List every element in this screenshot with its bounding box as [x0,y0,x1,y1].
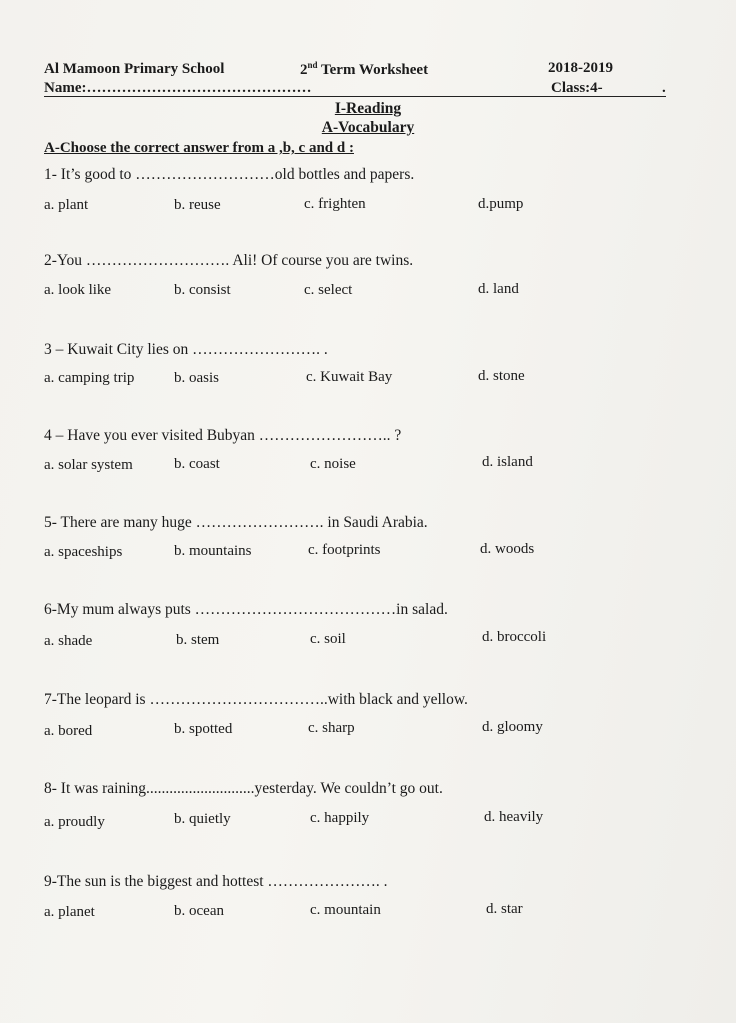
term-title: Term Worksheet [317,62,429,78]
question-4-option-b: b. coast [174,456,220,472]
question-1-option-c: c. frighten [304,196,366,212]
question-3-option-b: b. oasis [174,370,219,386]
school-name: Al Mamoon Primary School [44,61,225,77]
section-vocabulary-heading: A-Vocabulary [321,119,415,136]
class-field-dot: . [662,80,666,96]
question-5-option-b: b. mountains [174,543,252,559]
school-year: 2018-2019 [548,60,613,76]
question-6-option-a: a. shade [44,633,93,649]
question-9: 9-The sun is the biggest and hottest …………………. . [44,873,388,890]
header-rule [44,96,666,97]
question-8-option-b: b. quietly [174,811,231,827]
question-2-option-b: b. consist [174,282,231,298]
term-suffix: nd [307,60,318,70]
question-8: 8- It was raining............................yesterday. We couldn’t go out. [44,780,443,797]
question-6-option-c: c. soil [310,631,346,647]
question-5-option-a: a. spaceships [44,544,123,560]
class-field-label: Class:4- [551,80,603,96]
instructions: A-Choose the correct answer from a ,b, c and d : [44,140,354,156]
question-4-option-d: d. island [482,454,533,470]
question-3-option-a: a. camping trip [44,370,135,386]
question-8-option-d: d. heavily [484,809,544,825]
question-3: 3 – Kuwait City lies on ……………………. . [44,341,328,358]
term-ordinal: 2 [300,62,308,78]
section-reading-heading: I-Reading [334,100,402,117]
question-7: 7-The leopard is ……………………………..with black and yellow. [44,691,468,708]
question-1-option-b: b. reuse [174,197,221,213]
question-7-option-b: b. spotted [174,721,233,737]
question-9-option-d: d. star [486,901,523,917]
question-5-option-d: d. woods [480,541,535,557]
worksheet-title [300,60,428,79]
question-1: 1- It’s good to ………………………old bottles and papers. [44,166,415,183]
question-9-option-a: a. planet [44,904,95,920]
question-9-option-c: c. mountain [310,902,381,918]
question-7-option-a: a. bored [44,723,93,739]
question-5: 5- There are many huge ……………………. in Saudi Arabia. [44,514,428,531]
question-2: 2-You ………………………. Ali! Of course you are twins. [44,252,414,269]
name-field-label: Name:……………………………………… [44,80,312,96]
question-7-option-c: c. sharp [308,720,355,736]
question-4-option-c: c. noise [310,456,356,472]
question-9-option-b: b. ocean [174,903,224,919]
question-3-option-c: c. Kuwait Bay [306,369,393,385]
question-1-option-a: a. plant [44,197,89,213]
question-7-option-d: d. gloomy [482,719,543,735]
question-8-option-c: c. happily [310,810,370,826]
question-6-option-b: b. stem [176,632,220,648]
question-8-option-a: a. proudly [44,814,105,830]
question-4-option-a: a. solar system [44,457,133,473]
question-6: 6-My mum always puts …………………………………in salad. [44,601,448,618]
question-4: 4 – Have you ever visited Bubyan …………………….. ? [44,427,402,444]
question-3-option-d: d. stone [478,368,525,384]
question-2-option-d: d. land [478,281,519,297]
question-2-option-a: a. look like [44,282,112,298]
question-5-option-c: c. footprints [308,542,381,558]
question-2-option-c: c. select [304,282,353,298]
question-6-option-d: d. broccoli [482,629,547,645]
question-1-option-d: d.pump [478,196,524,212]
